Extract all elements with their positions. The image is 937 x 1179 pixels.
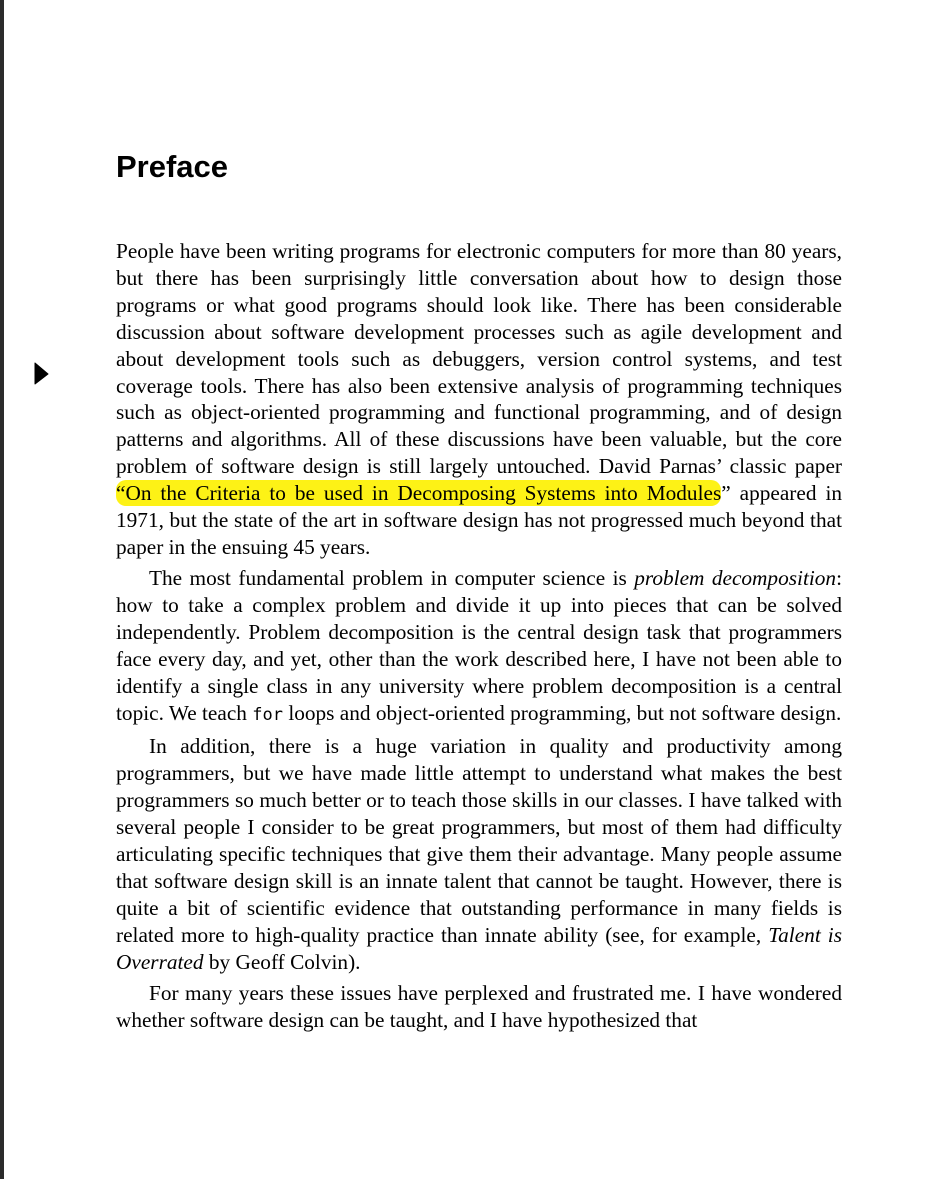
paragraph-4: For many years these issues have perplexed and frustrated me. I have wondered whether software design can be taught, and I have hypothesized that <box>116 980 842 1032</box>
chapter-heading: Preface <box>116 149 229 184</box>
paragraph-1 <box>116 238 842 561</box>
pointer-arrow-icon <box>34 362 50 386</box>
emphasis-book-title: Talent is Overrated <box>116 922 842 974</box>
inline-code-for: for <box>252 704 283 725</box>
paragraph-1-text-before: People have been writing programs for electronic computers for more than 80 years, but there has been surprisingly little conversation about how to design those programs or what good programs should look like. There has been considerable discussion about software development processes such as agile development and about development tools such as debuggers, version control systems, and test coverage tools. There has also been extensive analysis of programming techniques such as object-oriented programming and functional programming, and of design patterns and algorithms. All of these discussions have been valuable, but the core problem of software design is still largely untouched. David Parnas’ classic paper <box>116 239 842 479</box>
highlighted-citation[interactable]: “On the Criteria to be used in Decomposing Systems into Modules <box>116 481 722 506</box>
paragraph-2-text-2: : how to take a complex problem and divide it up into pieces that can be solved independently. Problem decomposition is the central design task that programmers face every day, and yet, other than the work described here, I have not been able to identify a single class in any university where problem decomposition is a central topic. We teach <box>116 566 842 725</box>
paragraph-2-text-1: The most fundamental problem in computer science is <box>149 566 635 591</box>
body-text <box>116 238 842 1038</box>
paragraph-1-text-after: ” appeared in 1971, but the state of the art in software design has not progressed much beyond that paper in the ensuing 45 years. <box>116 481 843 559</box>
emphasis-problem-decomposition: problem decomposition <box>634 566 837 591</box>
paragraph-2-text-3: loops and object-oriented programming, but not software design. <box>283 700 842 725</box>
paragraph-3-text-2: by Geoff Colvin). <box>203 949 361 974</box>
paragraph-2 <box>116 565 842 728</box>
window-left-border <box>0 0 4 1179</box>
paragraph-3 <box>116 733 842 975</box>
paragraph-3-text-1: In addition, there is a huge variation in quality and productivity among programmers, but we have made little attempt to understand what makes the best programmers so much better or to teach those skills in our classes. I have talked with several people I consider to be great programmers, but most of them had difficulty articulating specific techniques that give them their advantage. Many people assume that software design skill is an innate talent that cannot be taught. However, there is quite a bit of scientific evidence that outstanding performance in many fields is related more to high-quality practice than innate ability (see, for example, <box>116 734 842 947</box>
